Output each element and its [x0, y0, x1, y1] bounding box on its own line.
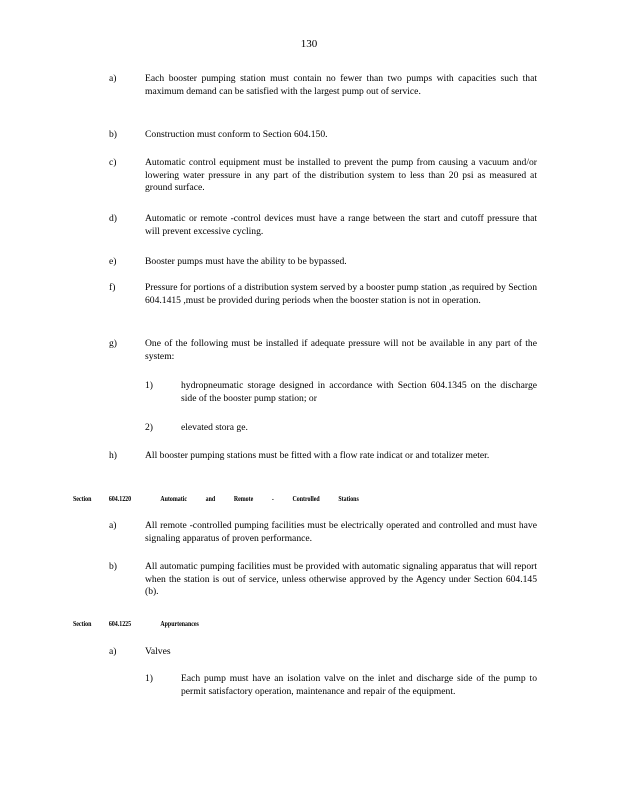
section-word: Section — [73, 494, 92, 503]
item-label: b) — [109, 561, 117, 572]
item-text: Booster pumps must have the ability to be bypassed. — [145, 256, 347, 267]
item-text: Pressure for portions of a distribution system served by a booster pump station ,as required by Section 604.1415 ,must be provided during periods when the booster station is not in operation. — [145, 282, 537, 306]
item-label: 1) — [145, 673, 153, 684]
item-text: All remote -controlled pumping facilities must be electrically operated and controlled and must have signaling apparatus of proven performance. — [145, 520, 537, 544]
item-label: h) — [109, 450, 117, 461]
item-text: Each pump must have an isolation valve on the inlet and discharge side of the pump to permit satisfactory operation, maintenance and repair of the equipment. — [181, 673, 537, 697]
item-label: a) — [109, 520, 117, 531]
item-label: a) — [109, 73, 117, 84]
item-text: All booster pumping stations must be fitted with a flow rate indicat or and totalizer meter. — [145, 450, 490, 461]
item-label: b) — [109, 129, 117, 140]
section-title: Appurtenances — [160, 619, 199, 628]
item-text: All automatic pumping facilities must be provided with automatic signaling apparatus that will report when the station is out of service, unless otherwise approved by the Agency under Section 604.145 (b). — [145, 561, 537, 597]
section-heading-1220 — [73, 494, 359, 503]
section-number: 604.1225 — [108, 619, 132, 628]
item-label: e) — [109, 256, 117, 267]
item-label: 1) — [145, 380, 153, 391]
item-text: One of the following must be installed if adequate pressure will not be available in any part of the system: — [145, 338, 537, 362]
section-title: Automatic and Remote - Controlled Stations — [160, 494, 359, 503]
item-label: 2) — [145, 422, 153, 433]
page-number: 130 — [300, 38, 318, 50]
section-number: 604.1220 — [108, 494, 132, 503]
item-label: g) — [109, 338, 117, 349]
item-label: a) — [109, 646, 117, 657]
item-text: Construction must conform to Section 604.150. — [145, 129, 328, 140]
item-text: elevated stora ge. — [181, 422, 248, 433]
item-text: Automatic control equipment must be installed to prevent the pump from causing a vacuum and/or lowering water pressure in any part of the distribution system to less than 20 psi as measured at ground surface. — [145, 157, 537, 193]
section-word: Section — [73, 619, 92, 628]
item-label: f) — [109, 282, 116, 293]
item-label: d) — [109, 213, 117, 224]
section-heading-1225 — [73, 619, 199, 628]
item-label: c) — [109, 157, 117, 168]
item-text: Each booster pumping station must contain no fewer than two pumps with capacities such that maximum demand can be satisfied with the largest pump out of service. — [145, 73, 537, 97]
item-text: Automatic or remote -control devices must have a range between the start and cutoff pressure that will prevent excessive cycling. — [145, 213, 537, 237]
item-text: Valves — [145, 646, 171, 657]
item-text: hydropneumatic storage designed in accordance with Section 604.1345 on the discharge side of the booster pump station; or — [181, 380, 537, 404]
